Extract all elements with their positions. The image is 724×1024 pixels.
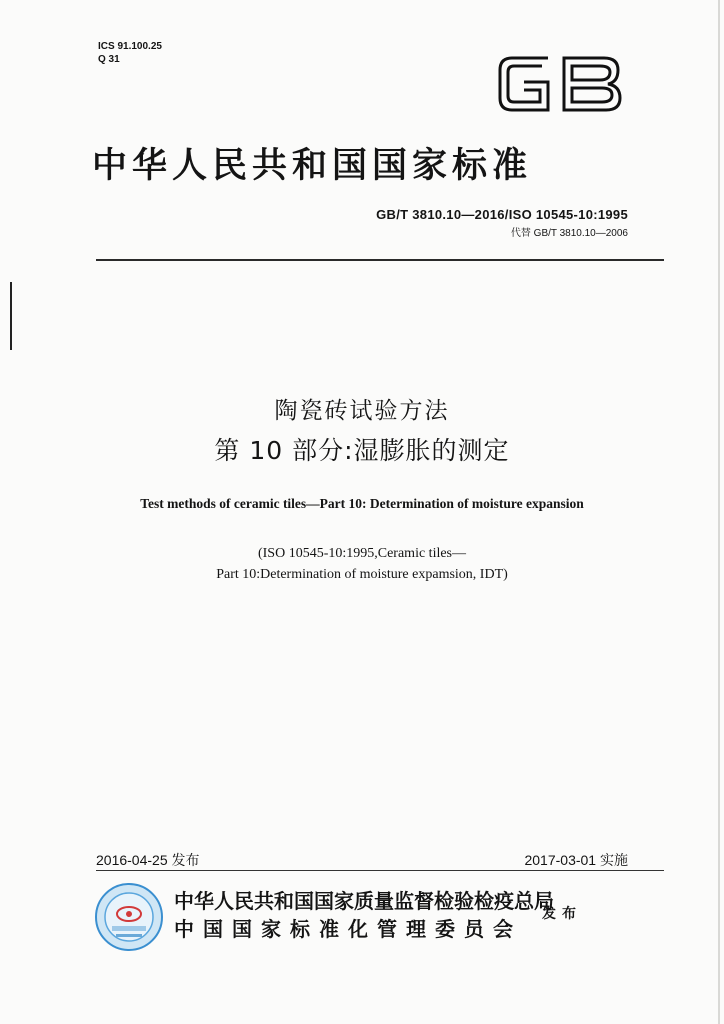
standard-type-title: 中华人民共和国国家标准	[92, 145, 533, 186]
standard-code-block	[376, 207, 628, 239]
issuer-aqsiq: 中华人民共和国国家质量监督检验检疫总局	[174, 889, 554, 913]
chinese-title-line2: 第 10 部分:湿膨胀的测定	[214, 436, 510, 465]
issuer-sac: 中国国家标准化管理委员会	[174, 917, 522, 941]
scan-edge-shadow	[718, 0, 720, 1024]
chinese-title-line1: 陶瓷砖试验方法	[274, 398, 450, 424]
english-title: Test methods of ceramic tiles—Part 10: Determination of moisture expansion	[140, 496, 584, 511]
iso-equivalence-line2: Part 10:Determination of moisture expamsion, IDT)	[216, 567, 508, 582]
gb-logo-text: GB	[492, 48, 494, 49]
classification-codes	[98, 40, 162, 66]
header-divider	[96, 259, 664, 261]
scan-edge-mark	[10, 282, 12, 350]
iso-equivalence-line1: (ISO 10545-10:1995,Ceramic tiles—	[257, 546, 467, 561]
anti-counterfeit-seal-icon	[94, 882, 164, 952]
ccs-code: Q 31	[98, 54, 120, 65]
replaces-note: 代替 GB/T 3810.10—2006	[510, 228, 628, 239]
footer-divider	[96, 870, 664, 871]
implementation-date: 2017-03-01 实施	[524, 852, 628, 868]
standard-number: GB/T 3810.10—2016/ISO 10545-10:1995	[376, 207, 628, 222]
issue-date: 2016-04-25 发布	[96, 852, 200, 868]
ics-code: ICS 91.100.25	[98, 41, 162, 52]
publish-label: 发布	[542, 906, 582, 922]
gb-logo-icon	[492, 48, 628, 120]
